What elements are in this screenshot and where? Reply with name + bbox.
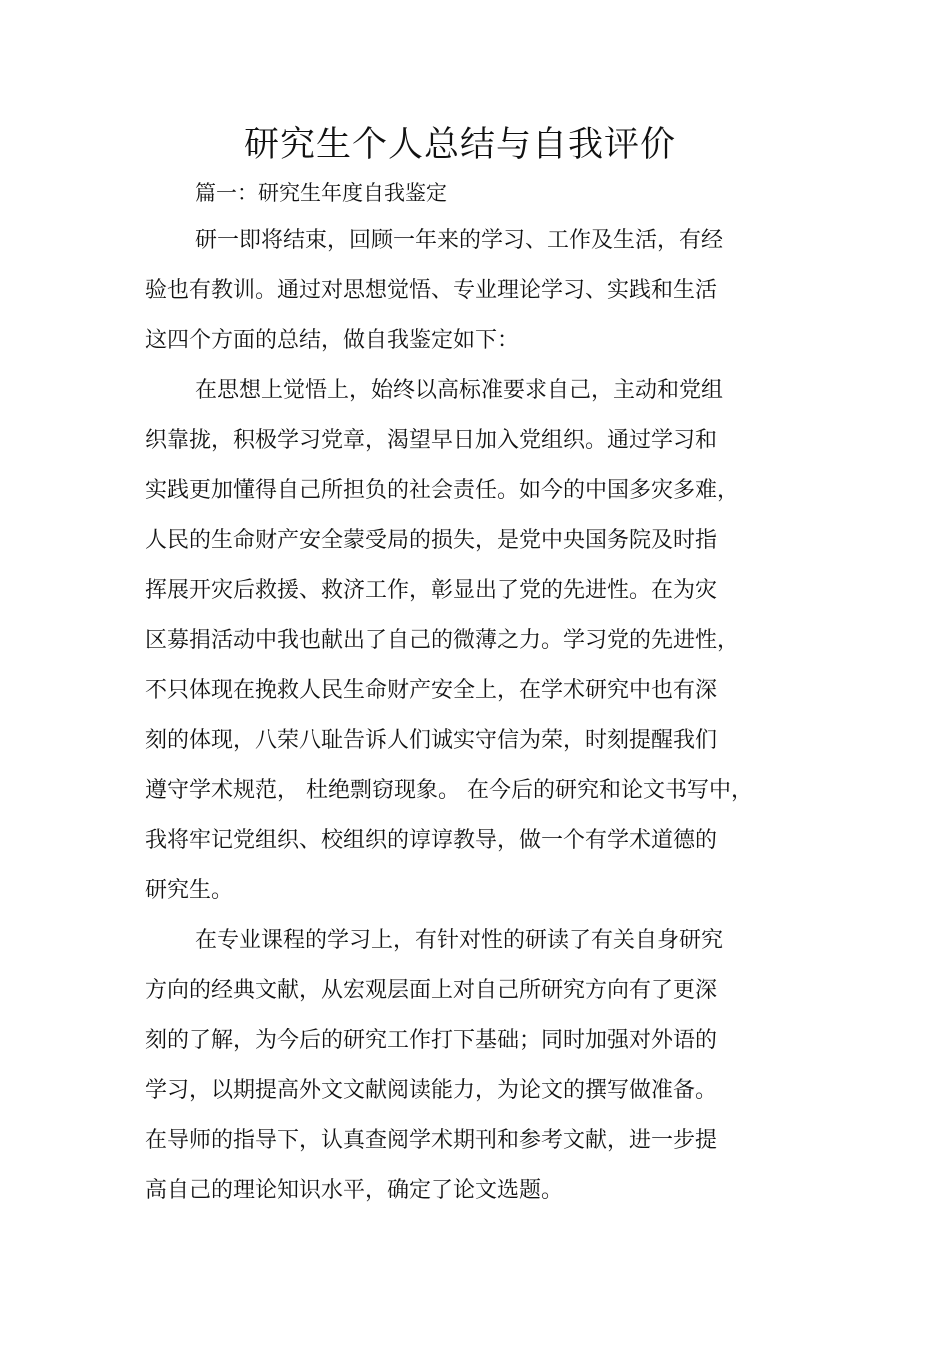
paragraph-3-line-2: 方向的经典文献，从宏观层面上对自己所研究方向有了更深 xyxy=(145,978,718,1003)
paragraph-2-line-7: 不只体现在挽救人民生命财产安全上，在学术研究中也有深 xyxy=(145,678,718,703)
paragraph-2-line-3: 实践更加懂得自己所担负的社会责任。如今的中国多灾多难， xyxy=(145,478,740,503)
paragraph-2-line-4: 人民的生命财产安全蒙受局的损失，是党中央国务院及时指 xyxy=(145,528,718,553)
paragraph-2-line-11: 研究生。 xyxy=(145,878,234,903)
paragraph-3-line-4: 学习，以期提高外文文献阅读能力，为论文的撰写做准备。 xyxy=(145,1078,718,1103)
section-heading: 篇一：研究生年度自我鉴定 xyxy=(195,181,447,205)
paragraph-3-line-3: 刻的了解，为今后的研究工作打下基础；同时加强对外语的 xyxy=(145,1028,718,1053)
paragraph-1-line-1: 研一即将结束，回顾一年来的学习、工作及生活，有经 xyxy=(195,228,724,253)
paragraph-2-line-8: 刻的体现，八荣八耻告诉人们诚实守信为荣，时刻提醒我们 xyxy=(145,728,718,753)
paragraph-3-line-6: 高自己的理论知识水平，确定了论文选题。 xyxy=(145,1178,564,1203)
paragraph-2-line-1: 在思想上觉悟上，始终以高标准要求自己，主动和党组 xyxy=(195,378,724,403)
paragraph-1-line-2: 验也有教训。通过对思想觉悟、专业理论学习、实践和生活 xyxy=(145,278,718,303)
paragraph-2-line-2: 织靠拢，积极学习党章，渴望早日加入党组织。通过学习和 xyxy=(145,428,718,453)
paragraph-3-line-1: 在专业课程的学习上，有针对性的研读了有关自身研究 xyxy=(195,928,724,953)
paragraph-2-line-5: 挥展开灾后救援、救济工作，彰显出了党的先进性。在为灾 xyxy=(145,578,718,603)
paragraph-2-line-9: 遵守学术规范， 杜绝剽窃现象。 在今后的研究和论文书写中， xyxy=(145,778,753,803)
paragraph-2-line-6: 区募捐活动中我也献出了自己的微薄之力。学习党的先进性， xyxy=(145,628,740,653)
paragraph-2-line-10: 我将牢记党组织、校组织的谆谆教导，做一个有学术道德的 xyxy=(145,828,718,853)
paragraph-3-line-5: 在导师的指导下，认真查阅学术期刊和参考文献，进一步提 xyxy=(145,1128,718,1153)
document-title: 研究生个人总结与自我评价 xyxy=(243,125,676,165)
paragraph-1-line-3: 这四个方面的总结，做自我鉴定如下： xyxy=(145,328,520,353)
